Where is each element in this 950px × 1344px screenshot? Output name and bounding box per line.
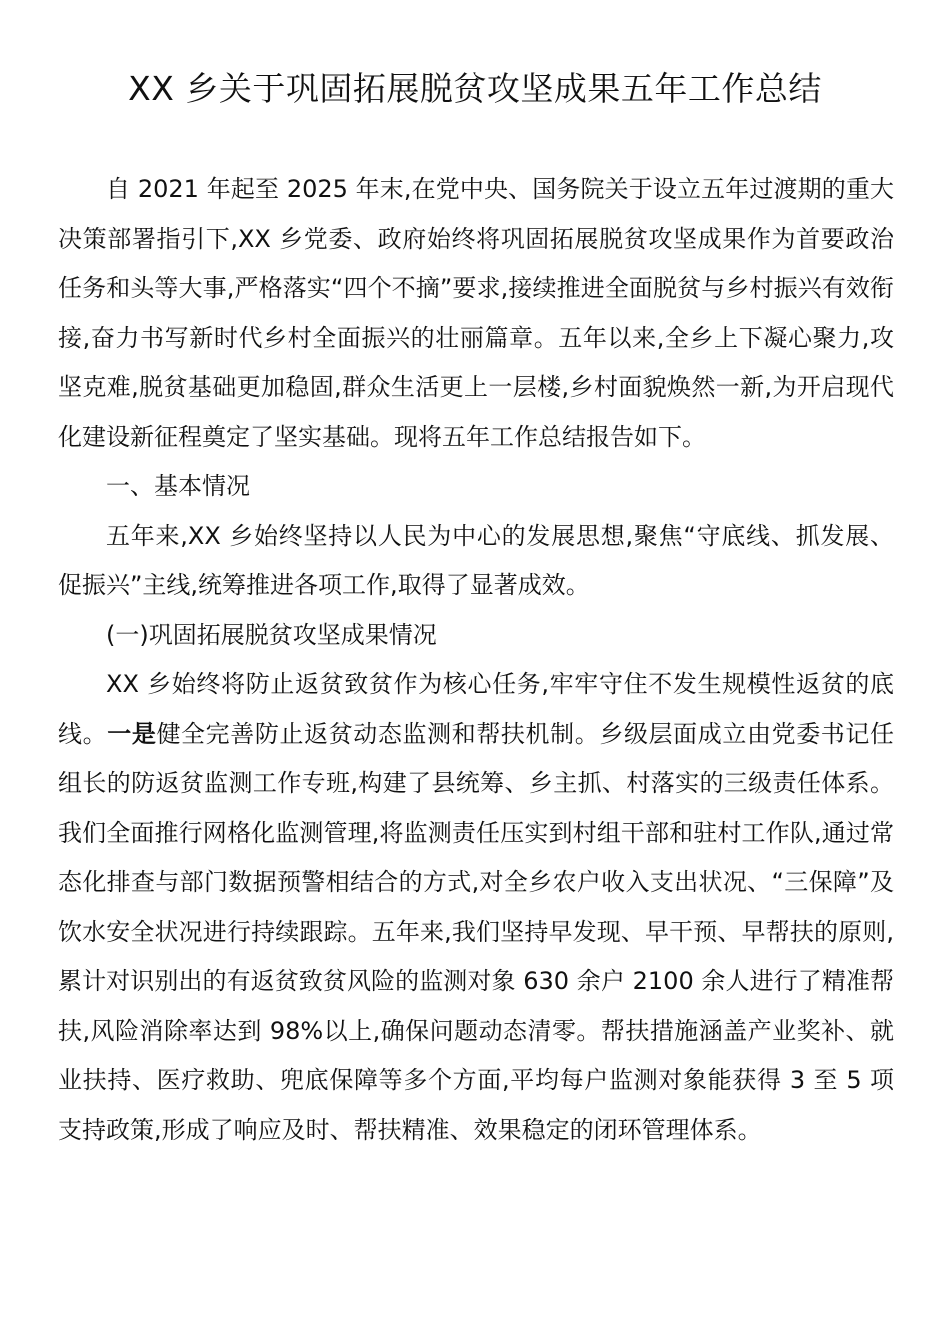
subsection-heading-consolidation: (一)巩固拓展脱贫攻坚成果情况 (106, 620, 437, 649)
document-body (58, 165, 894, 1155)
subsection-paragraph-consolidation (58, 660, 894, 1155)
first-point-text: 健全完善防止返贫动态监测和帮扶机制。乡级层面成立由党委书记任组长的防返贫监测工作专班,构建了县统筹、乡主抓、村落实的三级责任体系。我们全面推行网格化监测管理,将监测责任压实到村组干部和驻村工作队,通过常态化排查与部门数据预警相结合的方式,对全乡农户收入支出状况、“三保障”及饮水安全状况进行持续跟踪。五年来,我们坚持早发现、早干预、早帮扶的原则,累计对识别出的有返贫致贫风险的监测对象 630 余户 2100 余人进行了精准帮扶,风险消除率达到 98%以上,确保问题动态清零。帮扶措施涵盖产业奖补、就业扶持、医疗救助、兜底保障等多个方面,平均每户监测对象能获得 3 至 5 项支持政策,形成了响应及时、帮扶精准、效果稳定的闭环管理体系。 (58, 719, 895, 1144)
first-point-marker: 一是 (107, 719, 157, 748)
subsection-lead-text: XX 乡始终将防止返贫致贫作为核心任务,牢牢守住不发生规模性返贫的底线。 (58, 670, 894, 748)
intro-paragraph: 自 2021 年起至 2025 年末,在党中央、国务院关于设立五年过渡期的重大决策部署指引下,XX 乡党委、政府始终将巩固拓展脱贫攻坚成果作为首要政治任务和头等大事,严格落实“四个不摘”要求,接续推进全面脱贫与乡村振兴有效衔接,奋力书写新时代乡村全面振兴的壮丽篇章。五年以来,全乡上下凝心聚力,攻坚克难,脱贫基础更加稳固,群众生活更上一层楼,乡村面貌焕然一新,为开启现代化建设新征程奠定了坚实基础。现将五年工作总结报告如下。 (58, 175, 894, 451)
section-paragraph-basic-situation: 五年来,XX 乡始终坚持以人民为中心的发展思想,聚焦“守底线、抓发展、促振兴”主线,统筹推进各项工作,取得了显著成效。 (58, 521, 894, 599)
section-heading-basic-situation: 一、基本情况 (106, 472, 250, 500)
document-title: XX 乡关于巩固拓展脱贫攻坚成果五年工作总结 (128, 69, 822, 108)
